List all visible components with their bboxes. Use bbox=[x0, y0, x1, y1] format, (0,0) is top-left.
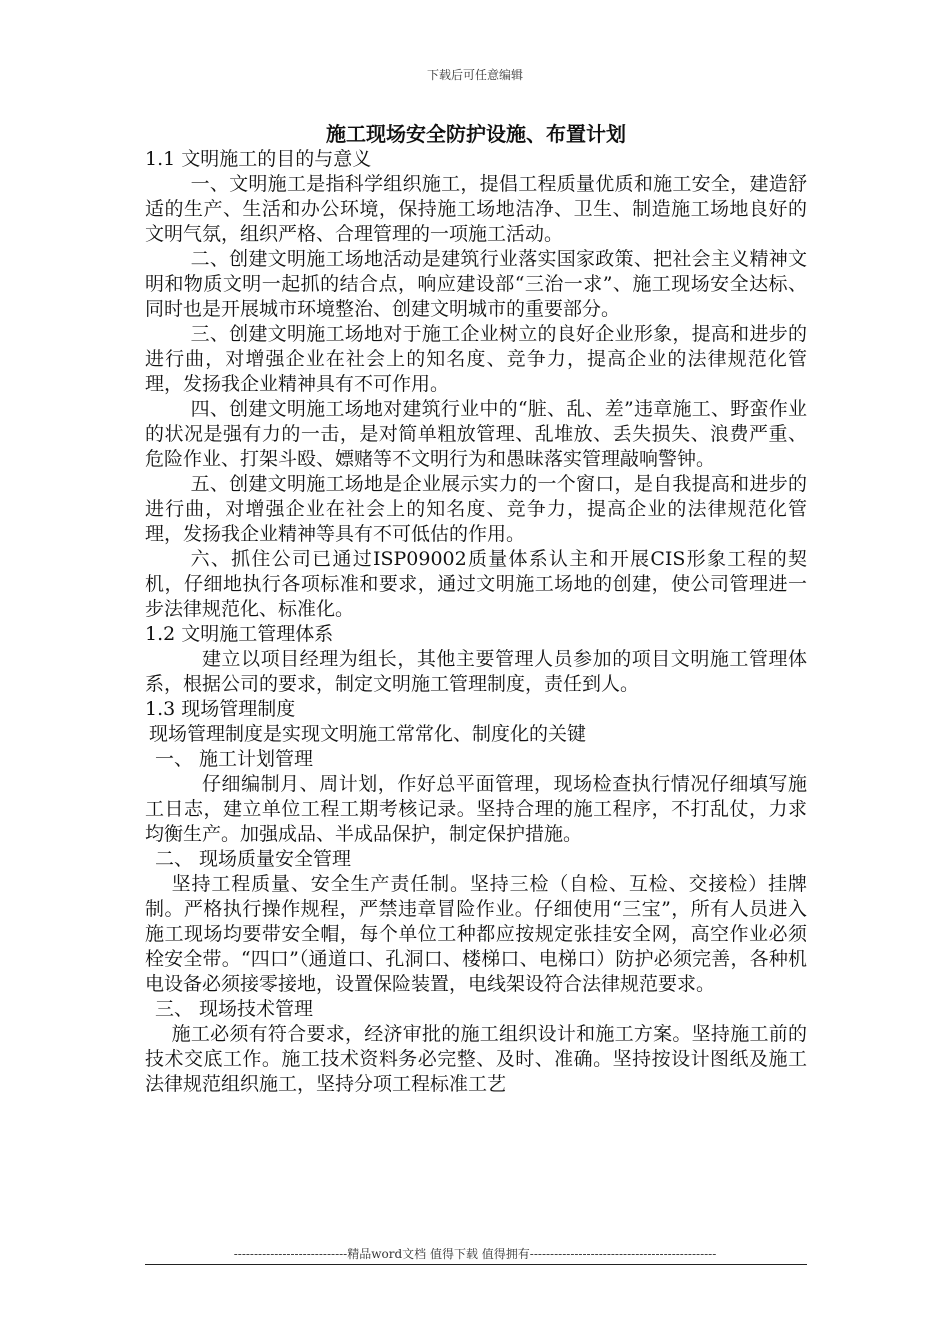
paragraph-2: 二、创建文明施工场地活动是建筑行业落实国家政策、把社会主义精神文明和物质文明一起抓的结合点，响应建设部“三治一求”、施工现场安全达标、同时也是开展城市环境整治、创建文明城市的重要部分。 bbox=[145, 248, 807, 320]
paragraph-technical-management: 施工必须有符合要求，经济审批的施工组织设计和施工方案。坚持施工前的技术交底工作。施工技术资料务必完整、及时、准确。坚持按设计图纸及施工法律规范组织施工，坚持分项工程标准工艺 bbox=[145, 1023, 807, 1095]
paragraph-quality-safety: 坚持工程质量、安全生产责任制。坚持三检（自检、互检、交接检）挂牌制。严格执行操作规程，严禁违章冒险作业。仔细使用“三宝”，所有人员进入施工现场均要带安全帽，每个单位工种都应按规定张挂安全网，高空作业必须栓安全带。“四口”（通道口、孔洞口、楼梯口、电梯口）防护必须完善，各种机电设备必须接零接地，设置保险装置，电线架设符合法律规范要求。 bbox=[145, 873, 807, 995]
section-heading-1-1: 1.1 文明施工的目的与意义 bbox=[145, 148, 372, 170]
page-footer: ----------------------------精品word文档 值得下载 值得拥有---------------------------------------------- bbox=[233, 1247, 717, 1261]
subheading-technical-management: 三、 现场技术管理 bbox=[155, 998, 314, 1020]
section-heading-1-2: 1.2 文明施工管理体系 bbox=[145, 623, 334, 645]
paragraph-6: 六、抓住公司已通过ISP09002质量体系认主和开展CIS形象工程的契机，仔细地执行各项标准和要求，通过文明施工场地的创建，使公司管理进一步法律规范化、标准化。 bbox=[145, 548, 807, 620]
paragraph-management-system: 建立以项目经理为组长，其他主要管理人员参加的项目文明施工管理体系，根据公司的要求，制定文明施工管理制度，责任到人。 bbox=[145, 648, 807, 695]
paragraph-plan-management: 仔细编制月、周计划，作好总平面管理，现场检查执行情况仔细填写施工日志，建立单位工程工期考核记录。坚持合理的施工程序，不打乱仗，力求均衡生产。加强成品、半成品保护，制定保护措施。 bbox=[145, 773, 807, 845]
paragraph-5: 五、创建文明施工场地是企业展示实力的一个窗口，是自我提高和进步的进行曲，对增强企业在社会上的知名度、竞争力，提高企业的法律规范化管理，发扬我企业精神等具有不可低估的作用。 bbox=[145, 473, 807, 545]
paragraph-4: 四、创建文明施工场地对建筑行业中的“脏、乱、差”违章施工、野蛮作业的状况是强有力的一击，是对简单粗放管理、乱堆放、丢失损失、浪费严重、危险作业、打架斗殴、嫖赌等不文明行为和愚昧落实管理敲响警钟。 bbox=[145, 398, 807, 470]
page-header: 下载后可任意编辑 bbox=[426, 68, 523, 82]
document-body bbox=[145, 122, 807, 1097]
document-title: 施工现场安全防护设施、布置计划 bbox=[326, 122, 626, 146]
paragraph-3: 三、创建文明施工场地对于施工企业树立的良好企业形象，提高和进步的进行曲，对增强企业在社会上的知名度、竞争力，提高企业的法律规范化管理，发扬我企业精神具有不可作用。 bbox=[145, 323, 807, 395]
section-heading-1-3: 1.3 现场管理制度 bbox=[145, 698, 296, 720]
subheading-quality-safety: 二、 现场质量安全管理 bbox=[155, 848, 352, 870]
section-intro: 现场管理制度是实现文明施工常常化、制度化的关键 bbox=[149, 723, 587, 745]
paragraph-1: 一、文明施工是指科学组织施工，提倡工程质量优质和施工安全，建造舒适的生产、生活和办公环境，保持施工场地洁净、卫生、制造施工场地良好的文明气氛，组织严格、合理管理的一项施工活动。 bbox=[145, 173, 807, 245]
footer-divider bbox=[145, 1264, 807, 1265]
subheading-plan-management: 一、 施工计划管理 bbox=[155, 748, 314, 770]
